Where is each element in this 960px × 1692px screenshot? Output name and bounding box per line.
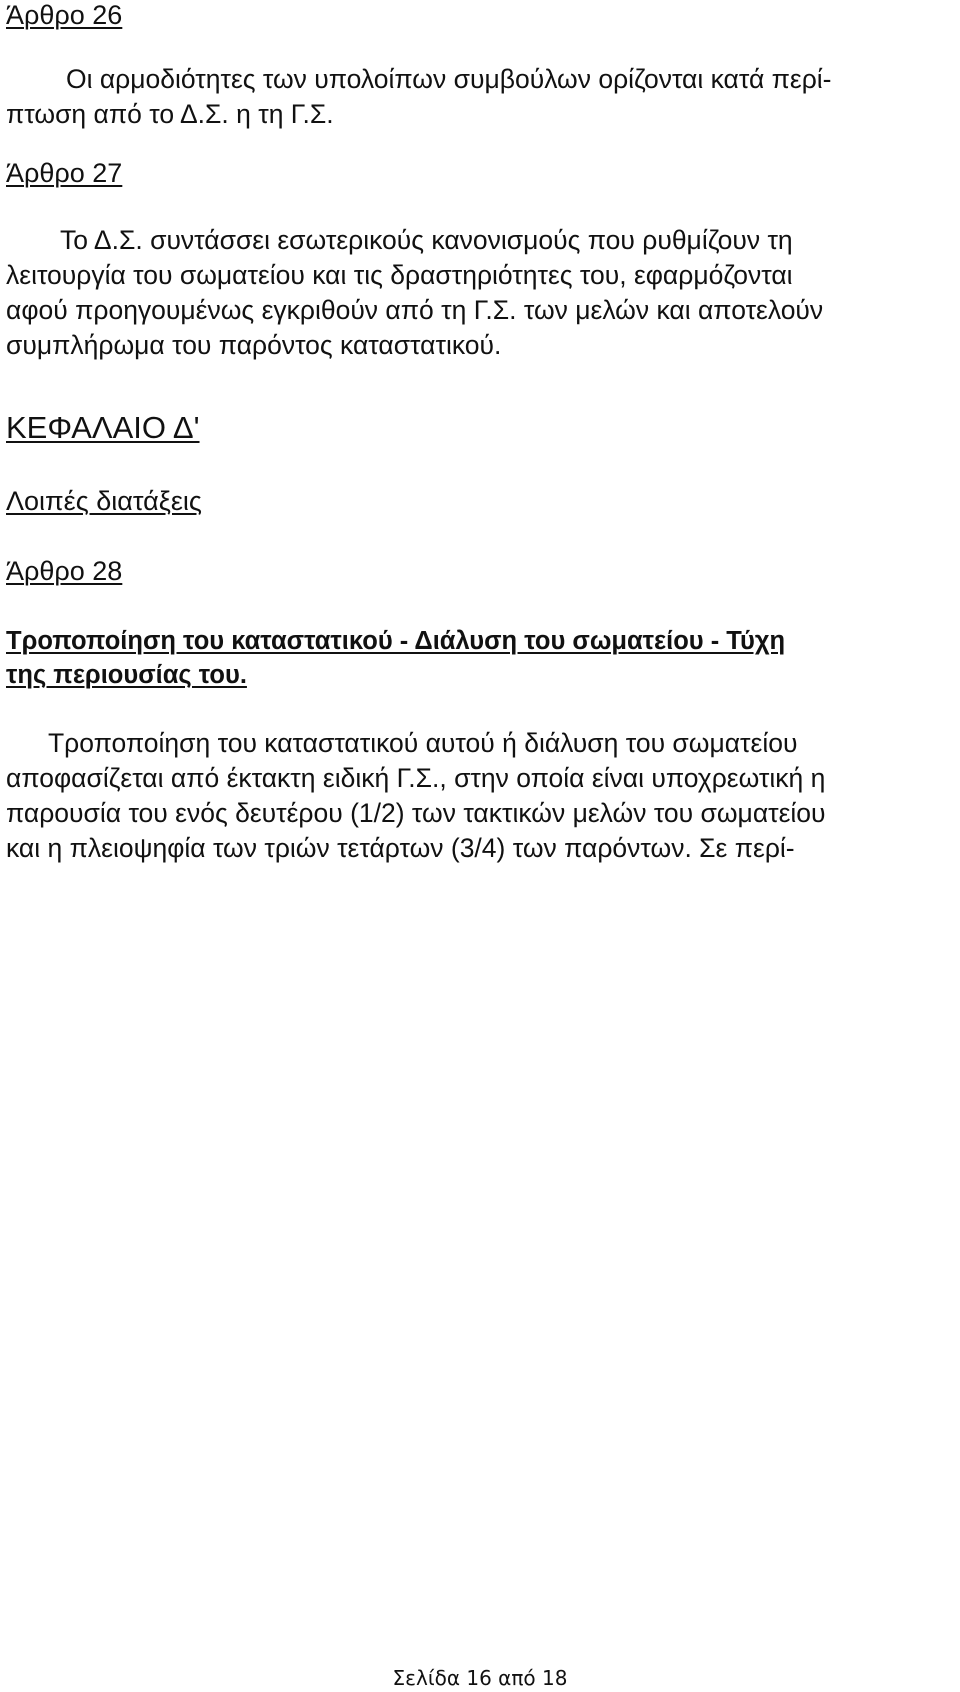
title-line-text: της περιουσίας του.: [6, 661, 247, 689]
text-line: αφού προηγουμένως εγκριθούν από τη Γ.Σ. των μελών και αποτελούν: [6, 295, 824, 325]
title-line: [6, 624, 956, 658]
article-28-heading: Άρθρο 28: [6, 556, 123, 586]
article-28-title: [6, 624, 956, 692]
chapter-title: ΚΕΦΑΛΑΙΟ Δ': [6, 410, 200, 445]
text-line: Τροποποίηση του καταστατικού αυτού ή διάλυση του σωματείου: [48, 728, 798, 758]
article-26-text: [6, 62, 956, 132]
page-number-footer: Σελίδα 16 από 18: [392, 1666, 568, 1690]
article-26-heading: Άρθρο 26: [6, 0, 123, 30]
article-27-heading: Άρθρο 27: [6, 158, 123, 188]
chapter-subtitle: Λοιπές διατάξεις: [6, 486, 202, 516]
text-line: πτωση από το Δ.Σ. η τη Γ.Σ.: [6, 99, 334, 129]
text-line: συμπλήρωμα του παρόντος καταστατικού.: [6, 330, 502, 360]
text-line: Οι αρμοδιότητες των υπολοίπων συμβούλων ορίζονται κατά περί-: [66, 64, 832, 94]
title-line-text: Τροποποίηση του καταστατικού - Διάλυση του σωματείου - Τύχη: [6, 627, 786, 655]
text-line: λειτουργία του σωματείου και τις δραστηριότητες του, εφαρμόζονται: [6, 260, 793, 290]
text-line: παρουσία του ενός δευτέρου (1/2) των τακτικών μελών του σωματείου: [6, 798, 826, 828]
text-line: αποφασίζεται από έκτακτη ειδική Γ.Σ., στην οποία είναι υποχρεωτική η: [6, 763, 826, 793]
text-line: Το Δ.Σ. συντάσσει εσωτερικούς κανονισμούς που ρυθμίζουν τη: [60, 225, 793, 255]
article-28-text: [6, 726, 956, 866]
article-27-text: [6, 223, 956, 363]
title-line: [6, 658, 956, 692]
text-line: και η πλειοψηφία των τριών τετάρτων (3/4) των παρόντων. Σε περί-: [6, 833, 795, 863]
